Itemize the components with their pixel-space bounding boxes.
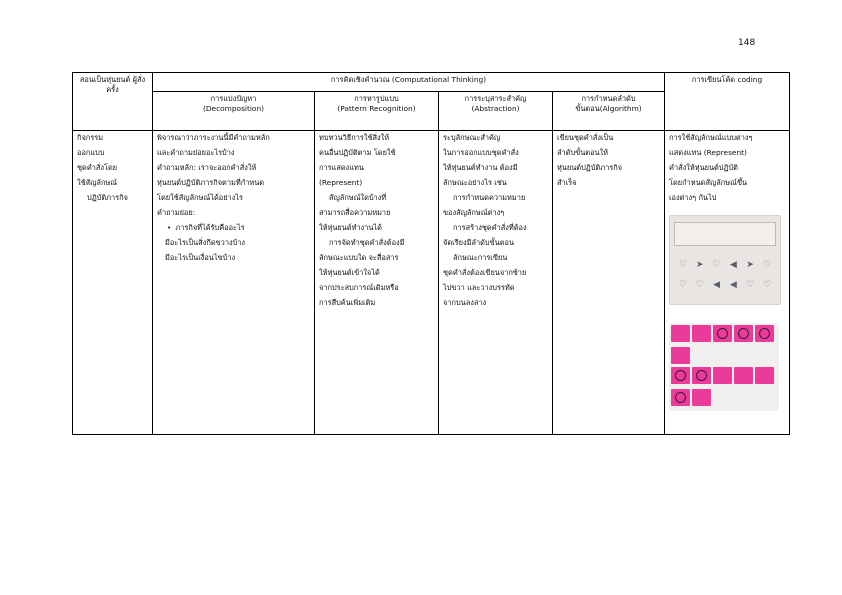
pattern-recognition-cell: ทบทวนวิธีการใช้สิ่งให้ คนอื่นปฏิบัติตาม โดยใช้ การแสดงแทน (Represent) สัญลักษณ์ใดบ้างที่ สามารถสื่อความหมาย ให้หุ่นยนต์ทำงานได้ การจัดทำชุดคำสั่งต้องมี ลักษณะแบบใด จะสื่อสาร ให้หุ่นยนต์เข้าใจได้ จากประสบการณ์เดิมหรือ การสืบค้นเพิ่มเติม	[315, 131, 439, 435]
arrow-right-icon: ➤	[696, 259, 704, 270]
worksheet-photo	[669, 215, 781, 305]
heart-icon: ♡	[746, 279, 755, 290]
algorithm-header: การกำหนดลำดับ ขั้นตอน(Algorithm)	[553, 92, 665, 131]
worksheet-header-strip	[674, 222, 776, 246]
page-number: 148	[738, 38, 756, 48]
heart-icon: ♡	[762, 279, 772, 290]
heart-icon: ♡	[712, 259, 721, 270]
abstraction-header: การระบุสาระสำคัญ (Abstraction)	[439, 92, 553, 131]
activity-cell: กิจกรรม ออกแบบ ชุดคำสั่งโดย ใช้สัญลักษณ์ ปฏิบัติภารกิจ	[73, 131, 153, 435]
decomposition-header: การแบ่งปัญหา (Decomposition)	[153, 92, 315, 131]
algorithm-cell: เขียนชุดคำสั่งเป็น ลำดับขั้นตอนให้ หุ่นยนต์ปฏิบัติภารกิจ สำเร็จ	[553, 131, 665, 435]
heart-icon: ♡	[762, 259, 772, 270]
coding-cell: การใช้สัญลักษณ์แบบต่างๆ แสดงแทน (Represent) คำสั่งให้หุ่นยนต์ปฏิบัติ โดยกำหนดสัญลักษณ์ขึ้น เองต่างๆ กันไป ♡ ➤ ♡ ◀ ➤ ♡ ♡ ♡ ◀ ◀ ♡ ♡	[665, 131, 790, 435]
decomposition-cell: พิจารณาว่าภาระงานนี้มีคำถามหลัก และคำถามย่อยอะไรบ้าง คำถามหลัก: เราจะออกคำสั่งให้ หุ่นยนต์ปฏิบัติภารกิจตามที่กำหนด โดยใช้สัญลักษณ์ได้อย่างไร คำถามย่อย: • ภารกิจที่ได้รับคืออะไร มีอะไรเป็นสิ่งกีดขวางบ้าง มีอะไรเป็นเงื่อนไขบ้าง	[153, 131, 315, 435]
swirl-icon	[675, 392, 686, 403]
sub-question-list: • ภารกิจที่ได้รับคืออะไร	[157, 223, 310, 233]
heart-icon: ♡	[678, 259, 688, 270]
heart-icon: ♡	[695, 279, 704, 290]
sticky-note	[734, 367, 753, 384]
abstraction-cell: ระบุลักษณะสำคัญ ในการออกแบบชุดคำสั่ง ให้หุ่นยนต์ทำงาน ต้องมี ลักษณะอย่างไร เช่น การกำหนดความหมาย ของสัญลักษณ์ต่างๆ การสร้างชุดคำสั่งที่ต้อง จัดเรียงมีลำดับขั้นตอน ลักษณะการเขียน ชุดคำสั่งต้องเขียนจากซ้าย ไปขวา และวางบรรทัด จากบนลงล่าง	[439, 131, 553, 435]
sticky-note	[755, 325, 774, 342]
swirl-icon	[759, 328, 770, 339]
coding-column-header: การเขียนโค้ด coding	[665, 73, 790, 131]
heart-icon: ♡	[678, 279, 688, 290]
swirl-icon	[696, 370, 707, 381]
sticky-note	[692, 325, 711, 342]
swirl-icon	[738, 328, 749, 339]
sticky-note	[734, 325, 753, 342]
swirl-icon	[675, 370, 686, 381]
sticky-note	[671, 347, 690, 364]
sticky-note	[692, 367, 711, 384]
computational-thinking-header: การคิดเชิงคำนวณ (Computational Thinking)	[153, 73, 665, 92]
pattern-recognition-header: การหารูปแบบ (Pattern Recognition)	[315, 92, 439, 131]
sticky-note	[713, 367, 732, 384]
symbol-row	[676, 280, 774, 290]
activity-column-header: สอนเป็นหุ่นยนต์ ผู้สั่งครั้ง	[73, 73, 153, 131]
sticky-note	[713, 325, 732, 342]
symbol-row	[676, 260, 774, 270]
curriculum-table	[72, 72, 790, 435]
sticky-note	[671, 325, 690, 342]
sticky-note	[755, 367, 774, 384]
arrow-right-icon: ➤	[746, 259, 754, 270]
arrow-left-icon: ◀	[729, 279, 737, 290]
sticky-note	[671, 389, 690, 406]
sticky-notes-photo	[669, 323, 779, 411]
arrow-left-icon: ◀	[713, 279, 721, 290]
swirl-icon	[717, 328, 728, 339]
sticky-note	[671, 367, 690, 384]
sticky-note	[692, 389, 711, 406]
arrow-left-icon: ◀	[729, 259, 737, 270]
